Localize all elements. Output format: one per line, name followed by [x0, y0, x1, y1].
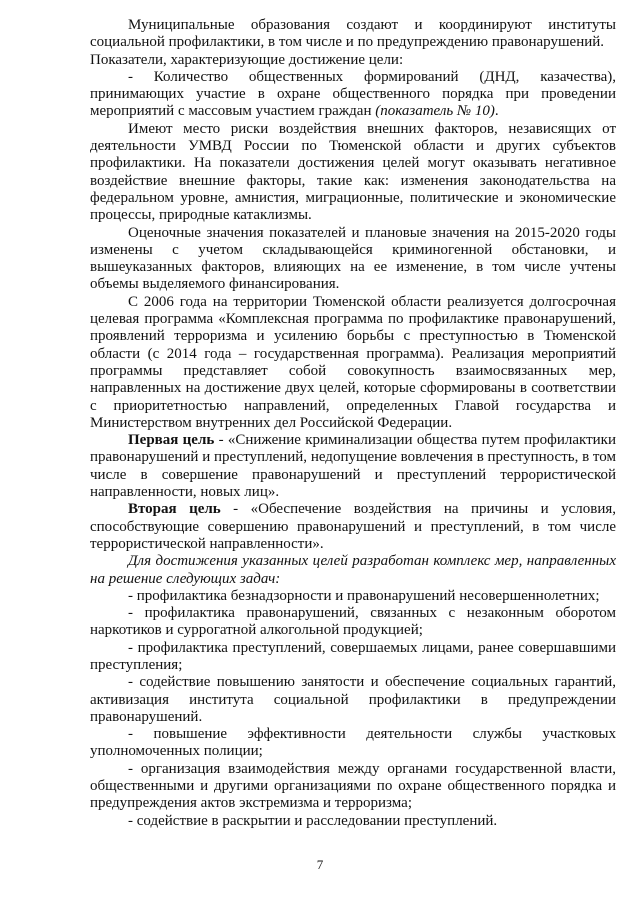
task-item: - профилактика правонарушений, связанных с незаконным оборотом наркотиков и суррогатной алкогольной продукцией;: [90, 605, 616, 639]
tasks-intro: Для достижения указанных целей разработан комплекс мер, направленных на решение следующих задач:: [90, 553, 616, 587]
goal-second: [90, 501, 616, 553]
goal-first-label: Первая цель: [128, 432, 215, 449]
document-body: [90, 17, 616, 830]
indicator-end: .: [494, 103, 499, 120]
paragraph-program: С 2006 года на территории Тюменской области реализуется долгосрочная целевая программа «Комплексная программа по профилактике правонарушений, проявлений терроризма и усилению борьбы с преступностью в Тюменской области (с 2014 года – государственная программа). Реализация мероприятий программы представляет собой совокупность взаимосвязанных мер, направленных на достижение двух целей, которые сформированы в соответствии с приоритетностью направлений, определенных Главой государства и Министерством внутренних дел Российской Федерации.: [90, 293, 616, 431]
page-number: 7: [316, 857, 324, 872]
paragraph-municipal: Муниципальные образования создают и координируют институты социальной профилактики, в том числе и по предупреждению правонарушений.: [90, 17, 616, 51]
task-item: - повышение эффективности деятельности службы участковых уполномоченных полиции;: [90, 726, 616, 760]
goal-second-label: Вторая цель: [128, 501, 221, 518]
paragraph-risks: Имеют место риски воздействия внешних факторов, независящих от деятельности УМВД России по Тюменской области и других субъектов профилактики. На показатели достижения целей могут оказывать негативное воздействие внешние факторы, такие как: изменения законодательства на федеральном уровне, амнистия, миграционные, политические и экономические процессы, природные катаклизмы.: [90, 120, 616, 224]
task-item: - организация взаимодействия между органами государственной власти, общественными и другими организациями по охране общественного порядка и предупреждения актов экстремизма и терроризма;: [90, 760, 616, 812]
paragraph-estimates: Оценочные значения показателей и плановые значения на 2015-2020 годы изменены с учетом складывающейся криминогенной обстановки, и вышеуказанных факторов, влияющих на ее изменение, в том числе учтены объемы выделяемого финансирования.: [90, 224, 616, 293]
task-item: - профилактика безнадзорности и правонарушений несовершеннолетних;: [128, 587, 600, 604]
indicator-text: - Количество общественных формирований (ДНД, казачества), принимающих участие в охране общественного порядка при проведении мероприятий с массовым участием граждан: [90, 68, 616, 120]
goal-second-text: - «Обеспечение воздействия на причины и условия, способствующие совершению правонарушений и преступлений, в том числе террористической направленности».: [90, 501, 617, 552]
indicators-heading: Показатели, характеризующие достижение цели:: [90, 51, 404, 68]
indicator-reference: (показатель № 10): [375, 103, 495, 120]
task-item: - содействие повышению занятости и обеспечение социальных гарантий, активизация института социальной профилактики в предупреждении правонарушений.: [90, 674, 616, 725]
task-item: - профилактика преступлений, совершаемых лицами, ранее совершавшими преступления;: [90, 639, 616, 673]
goal-first-text: - «Снижение криминализации общества путем профилактики правонарушений и преступлений, недопущение вовлечения в преступность, в том числе в совершение правонарушений и преступлений террористической направленности, новых лиц».: [90, 432, 616, 501]
task-item: - содействие в раскрытии и расследовании преступлений.: [128, 812, 498, 829]
goal-first: [90, 432, 616, 501]
indicator-item: [90, 69, 616, 121]
